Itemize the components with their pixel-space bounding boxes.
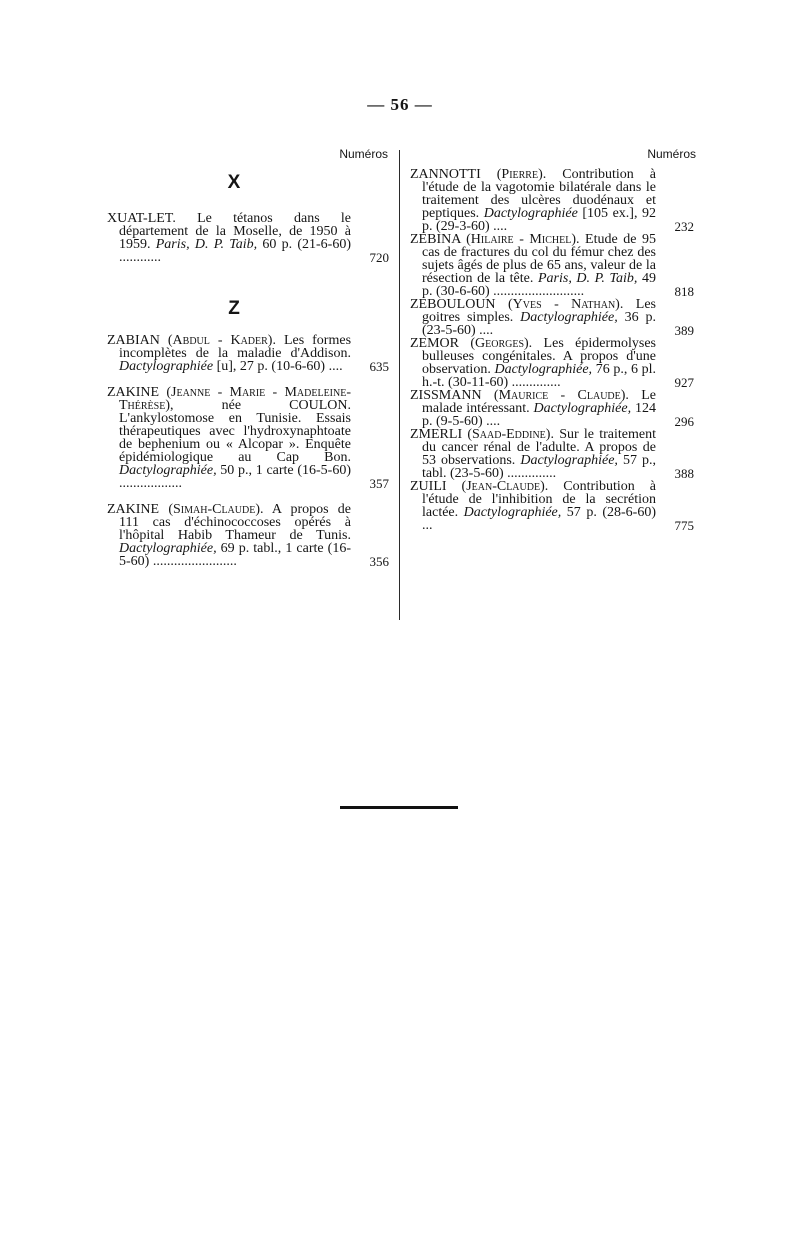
entry-title: Les goitres simples. [422,297,656,325]
bibliography-entry [107,503,389,568]
entry-author: ZMERLI [410,427,463,442]
entry-number: 818 [674,284,694,299]
section-letter-z: Z [228,298,240,319]
entry-details: 60 p. (21-6-60) ............ [119,237,351,265]
entry-publication: Paris, D. P. Taib, [537,271,638,286]
entry-title: Contribution à l'étude de la vagotomie bilatérale dans le traitement des ulcères duodénaux et peptiques. [422,167,656,221]
entry-details: [u], 27 p. (10-6-60) .... [213,359,343,374]
entry-number: 356 [369,554,389,569]
entry-number: 357 [369,476,389,491]
entry-details: 69 p. tabl., 1 carte (16-5-60) ........................ [119,541,351,569]
entry-title: Le malade intéressant. [422,388,657,416]
entry-author: ZUILI [410,479,447,494]
bibliography-entry [410,233,694,298]
entry-title: Etude de 95 cas de fractures du col du fémur chez des sujets âgés de plus de 65 ans, valeur de la résection de la tête. [422,232,657,286]
entry-author: ZISSMANN [410,388,482,403]
entry-publication: Dactylographiée [483,206,578,221]
section-letter-x: X [227,172,241,193]
page-number: — 56 — [367,95,433,114]
bibliography-entry [107,386,389,490]
bibliography-entry [107,334,389,373]
entry-publication: Dactylographiée, [119,463,217,478]
entry-number: 927 [674,375,694,390]
entry-given-name: (Jean-Claude). [461,479,549,494]
entry-given-name: (Yves - Nathan). [507,297,624,312]
bibliography-entry [410,389,694,428]
entry-details: 36 p. (23-5-60) .... [422,310,656,338]
numeros-header-left: Numéros [339,147,388,161]
entry-details: 57 p. (28-6-60) ... [422,505,656,533]
entry-publication: Dactylographiée, [463,505,562,520]
left-column [107,168,389,581]
bibliography-entry [410,168,694,233]
entry-given-name: (Georges). [470,336,533,351]
entry-title: née COULON. L'ankylostomose en Tunisie. Essais thérapeutiques avec l'hydroxynaphtoate de bephenium ou « Alcopar ». Enquête épidémiologique au Cap Bon. [119,398,351,465]
entry-title: Contribution à l'étude de l'inhibition de la secrétion lactée. [422,479,656,520]
entry-number: 775 [674,518,694,533]
entry-details: 50 p., 1 carte (16-5-60) .................. [119,463,351,491]
entry-publication: Dactylographiée, [520,453,618,468]
bibliography-entry [410,298,694,337]
entry-given-name: (Simah-Claude). [168,502,264,517]
entry-given-name: (Abdul - Kader). [167,333,276,348]
entry-publication: Dactylographiée, [533,401,632,416]
entry-given-name: (Pierre). [496,167,547,182]
entry-given-name: (Jeanne - Marie - Madeleine-Thérèse), [119,385,351,413]
entry-details: 57 p., tabl. (23-5-60) .............. [422,453,657,481]
entry-author-separator: . [172,211,198,226]
entry-title: Les épidermolyses bulleuses congénitales. A propos d'une observation. [422,336,656,377]
entry-author: ZAKINE [107,385,160,400]
entry-author: XUAT-LET [107,211,173,226]
bibliography-entry [410,480,694,532]
numeros-header-right: Numéros [647,147,696,161]
right-column [410,168,694,532]
end-rule [340,806,458,809]
entry-publication: Dactylographiée, [494,362,593,377]
entry-title: A propos de 111 cas d'échinococcoses opérés à l'hôpital Habib Thameur de Tunis. [119,502,352,543]
entry-author: ZABIAN [107,333,160,348]
entry-author: ZEMOR [410,336,459,351]
entry-author: ZEBINA [410,232,461,247]
entry-publication: Paris, D. P. Taib, [155,237,258,252]
bibliography-entry [107,212,389,264]
entry-publication: Dactylographiée, [119,541,217,556]
entry-number: 296 [674,414,694,429]
entry-number: 232 [674,219,694,234]
entry-author: ZAKINE [107,502,160,517]
entry-given-name: (Maurice - Claude). [493,388,629,403]
entry-given-name: (Saad-Eddine). [467,427,554,442]
bibliography-entry [410,428,694,480]
entry-author: ZEBOULOUN [410,297,496,312]
entry-title: Sur le traitement du cancer rénal de l'adulte. A propos de 53 observations. [422,427,656,468]
entry-number: 720 [369,250,389,265]
entry-details: 76 p., 6 pl. h.-t. (30-11-60) .............. [422,362,657,390]
entry-title: Le tétanos dans le département de la Moselle, de 1950 à 1959. [119,211,352,252]
entry-number: 635 [369,359,389,374]
column-divider [399,150,400,620]
entry-details: [105 ex.], 92 p. (29-3-60) .... [422,206,657,234]
entry-publication: Dactylographiée [119,359,214,374]
entry-given-name: (Hilaire - Michel). [466,232,580,247]
bibliography-entry [410,337,694,389]
entry-title: Les formes incomplètes de la maladie d'Addison. [119,333,352,361]
entry-number: 389 [674,323,694,338]
entry-details: 124 p. (9-5-60) .... [422,401,656,429]
entry-details: 49 p. (30-6-60) .......................... [422,271,656,299]
entry-author: ZANNOTTI [410,167,481,182]
entry-number: 388 [674,466,694,481]
entry-publication: Dactylographiée, [520,310,618,325]
